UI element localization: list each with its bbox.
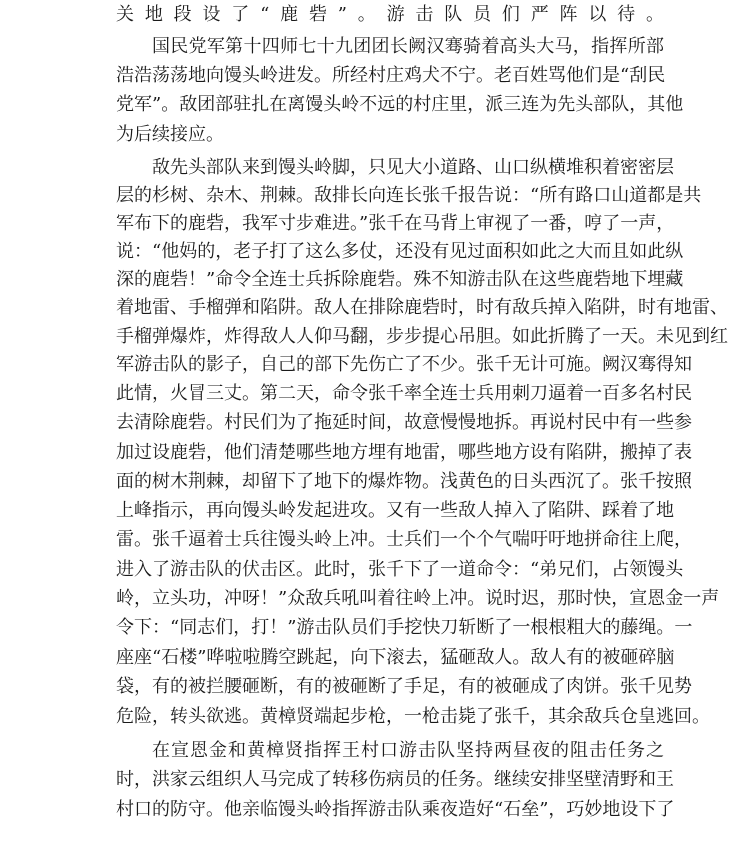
text-line: 座座“石楼”哗啦啦腾空跳起，向下滚去，猛砸敌人。敌人有的被砸碎脑	[116, 647, 675, 668]
text-line: 敌先头部队来到馒头岭脚，只见大小道路、山口纵横堆积着密密层	[152, 157, 674, 178]
text-line: 军游击队的影子，自己的部下先伤亡了不少。张千无计可施。阙汉骞得知	[116, 354, 692, 375]
text-line: 危险，转头欲逃。黄樟贤端起步枪，一枪击毙了张千，其余敌兵仓皇逃回。	[116, 706, 710, 727]
text-line: 为后续接应。	[116, 124, 224, 145]
text-line: 此情，火冒三丈。第二天，命令张千率全连士兵用刺刀逼着一百多名村民	[116, 383, 692, 404]
text-line: 雷。张千逼着士兵往馒头岭上冲。士兵们一个个气喘吁吁地拼命往上爬，	[116, 529, 692, 550]
text-line: 浩浩荡荡地向馒头岭进发。所经村庄鸡犬不宁。老百姓骂他们是“刮民	[116, 65, 666, 86]
text-line: 深的鹿砦！”命令全连士兵拆除鹿砦。殊不知游击队在这些鹿砦地下埋藏	[116, 269, 684, 290]
text-line: 手榴弹爆炸，炸得敌人人仰马翻，步步提心吊胆。如此折腾了一天。未见到红	[116, 326, 728, 347]
text-line: 层的杉树、杂木、荆棘。敌排长向连长张千报告说：“所有路口山道都是共	[116, 185, 702, 206]
text-line: 关地段设了“鹿砦”。游击队员们严阵以待。	[116, 4, 664, 25]
text-line: 去清除鹿砦。村民们为了拖延时间，故意慢慢地拆。再说村民中有一些参	[116, 412, 692, 433]
text-line: 令下：“同志们，打！”游击队员们手挖快刀斩断了一根根粗大的藤绳。一	[116, 617, 693, 638]
text-line: 岭，立头功，冲呀！”众敌兵吼叫着往岭上冲。说时迟，那时快，宣恩金一声	[116, 588, 720, 609]
text-line: 进入了游击队的伏击区。此时，张千下了一道命令：“弟兄们，占领馒头	[116, 559, 684, 580]
text-line: 说：“他妈的，老子打了这么多仗，还没有见过面积如此之大而且如此纵	[116, 241, 684, 262]
text-line: 党军”。敌团部驻扎在离馒头岭不远的村庄里，派三连为先头部队，其他	[116, 94, 684, 115]
text-line: 军布下的鹿砦，我军寸步难进。”张千在马背上审视了一番，哼了一声，	[116, 213, 675, 234]
text-line: 在宣恩金和黄樟贤指挥王村口游击队坚持两昼夜的阻击任务之	[152, 740, 664, 761]
text-line: 面的树木荆棘，却留下了地下的爆炸物。浅黄色的日头西沉了。张千按照	[116, 471, 692, 492]
text-line: 国民党军第十四师七十九团团长阙汉骞骑着高头大马，指挥所部	[152, 36, 664, 57]
text-line: 着地雷、手榴弹和陷阱。敌人在排除鹿砦时，时有敌兵掉入陷阱，时有地雷、	[116, 297, 728, 318]
document-page	[116, 0, 728, 859]
text-line: 加过设鹿砦，他们清楚哪些地方埋有地雷，哪些地方设有陷阱，搬掉了表	[116, 442, 692, 463]
text-line: 时，洪家云组织人马完成了转移伤病员的任务。继续安排坚壁清野和王	[116, 769, 674, 790]
text-line: 上峰指示，再向馒头岭发起进攻。又有一些敌人掉入了陷阱、踩着了地	[116, 500, 674, 521]
text-line: 村口的防守。他亲临馒头岭指挥游击队乘夜造好“石垒”，巧妙地设下了	[116, 799, 675, 820]
text-line: 袋，有的被拦腰砸断，有的被砸断了手足，有的被砸成了肉饼。张千见势	[116, 676, 692, 697]
